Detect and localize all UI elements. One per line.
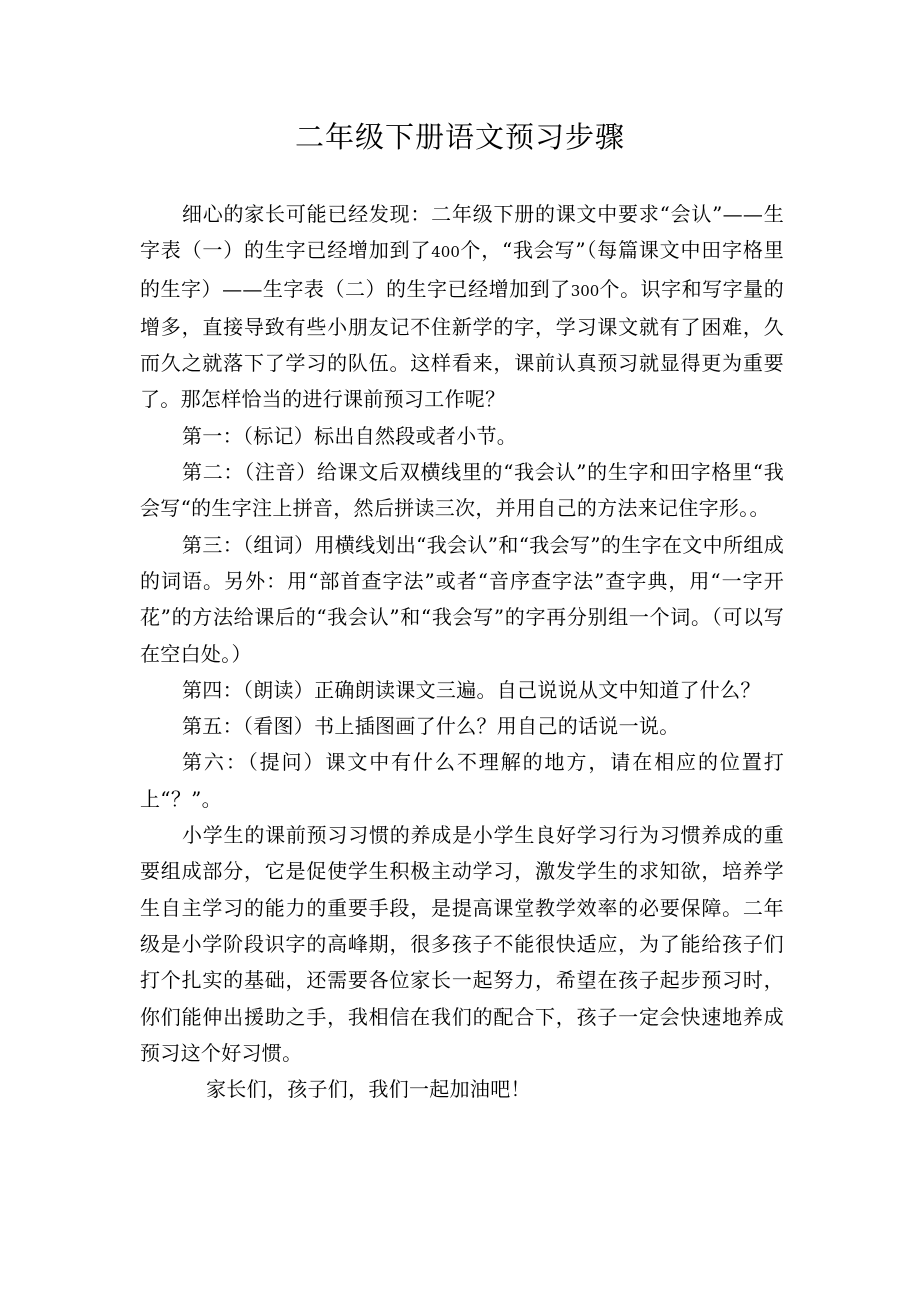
intro-number-400: 400 (431, 243, 460, 262)
intro-paragraph (140, 196, 784, 418)
step-6-paragraph: 第六：（提问）课文中有什么不理解的地方，请在相应的位置打上“？”。 (140, 750, 784, 811)
summary-paragraph: 小学生的课前预习习惯的养成是小学生良好学习行为习惯养成的重要组成部分，它是促使学生积极主动学习，激发学生的求知欲，培养学生自主学习的能力的重要手段，是提高课堂教学效率的必要保障。二年级是小学阶段识字的高峰期，很多孩子不能很快适应，为了能给孩子们打个扎实的基础，还需要各位家长一起努力，希望在孩子起步预习时，你们能伸出援助之手，我相信在我们的配合下，孩子一定会快速地养成预习这个好习惯。 (140, 823, 784, 1065)
step-4-paragraph: 第四：（朗读）正确朗读课文三遍。自己说说从文中知道了什么？ (182, 677, 761, 702)
step-3-paragraph: 第三：（组词）用横线划出“我会认”和“我会写”的生字在文中所组成的词语。另外：用“部首查字法”或者“音序查字法”查字典，用“一字开花”的方法给课后的“我会认”和“我会写”的字再分别组一个词。（可以写在空白处。） (140, 532, 784, 666)
document-body (140, 196, 784, 1107)
document-title: 二年级下册语文预习步骤 (294, 120, 625, 154)
step-5-paragraph: 第五：（看图）书上插图画了什么？用自己的话说一说。 (182, 714, 680, 739)
closing-line: 家长们，孩子们，我们一起加油吧！ (206, 1077, 531, 1102)
step-2-paragraph: 第二：（注音）给课文后双横线里的“我会认”的生字和田字格里“我会写“的生字注上拼音，然后拼读三次，并用自己的方法来记住字形。。 (140, 460, 784, 521)
intro-text-part-1: 细心的家长可能已经发现：二年级下册的课文中要求“会认”——生字表（一）的生字已经增加到了 (140, 202, 784, 263)
intro-text-part-2: 个，“我会写”（每篇课文中田字格里的生字）——生字表（二）的生字已经增加到了 (140, 238, 784, 301)
intro-number-300: 300 (570, 281, 600, 300)
step-1-paragraph: 第一：（标记）标出自然段或者小节。 (182, 423, 518, 448)
intro-text-part-3: 个。识字和写字量的增多，直接导致有些小朋友记不住新学的字，学习课文就有了困难，久而久之就落下了学习的队伍。这样看来，课前认真预习就显得更为重要了。那怎样恰当的进行课前预习工作呢？ (140, 276, 784, 412)
